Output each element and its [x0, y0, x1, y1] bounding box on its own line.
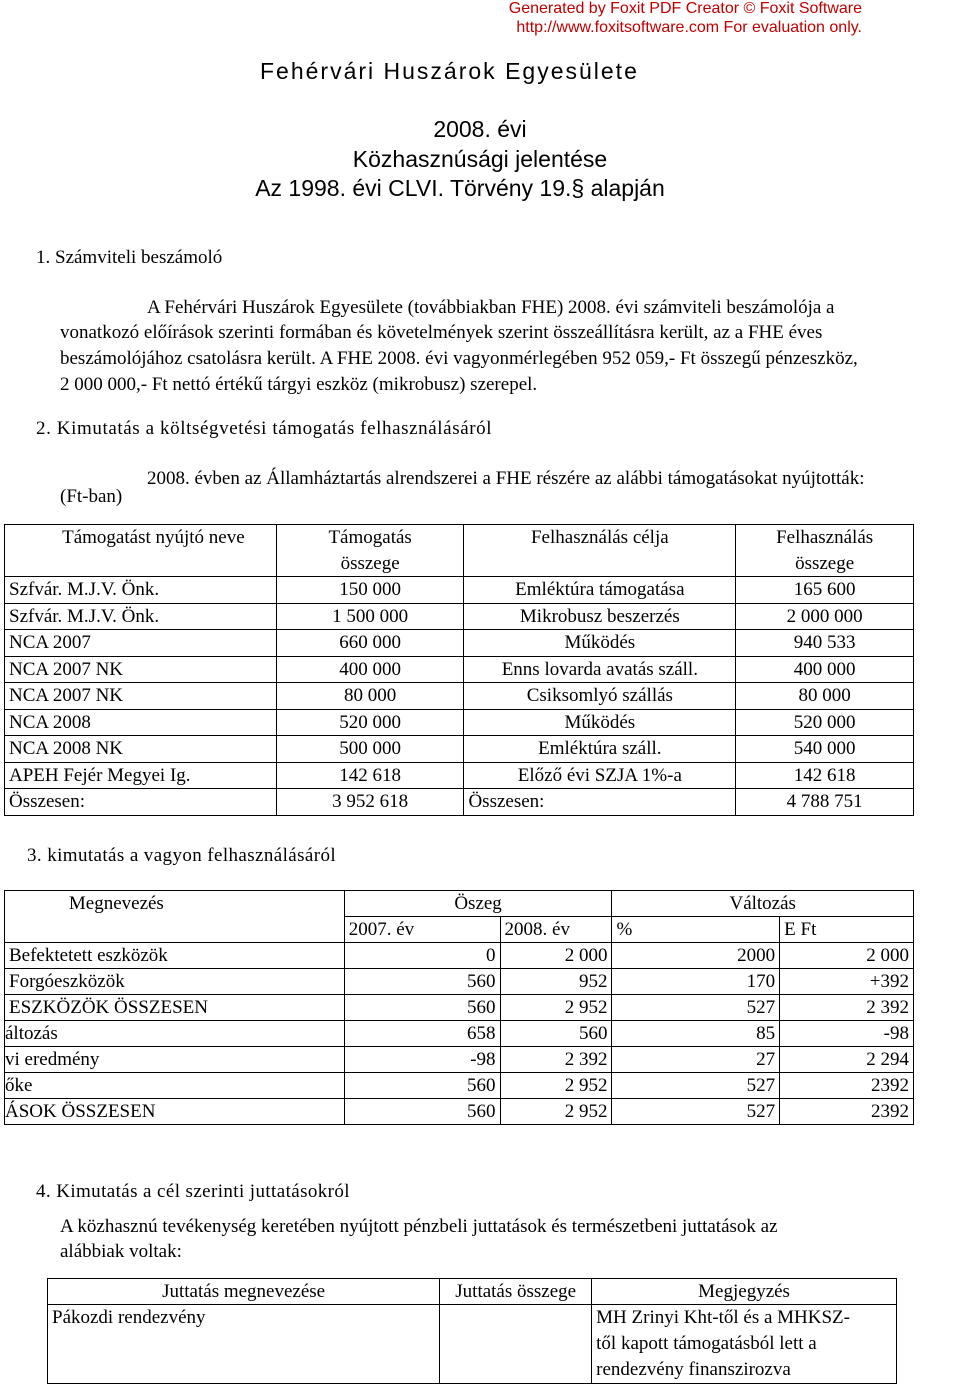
table-row	[5, 1099, 914, 1125]
table-row	[5, 630, 914, 657]
cell: 400 000	[736, 656, 914, 683]
cell: 560	[344, 1099, 500, 1125]
cell: Forgóeszközök	[5, 969, 345, 995]
column-header: összege	[736, 551, 914, 577]
section-3-heading: 3. kimutatás a vagyon felhasználásáról	[27, 845, 337, 866]
table-header-row	[5, 525, 914, 551]
cell: Előző évi SZJA 1%-a	[464, 762, 736, 789]
section-4-heading: 4. Kimutatás a cél szerinti juttatásokról	[36, 1181, 350, 1202]
note-line: től kapott támogatásból lett a	[596, 1333, 817, 1354]
cell: 2 000	[780, 943, 914, 969]
column-header: %	[612, 917, 780, 943]
cell: őke	[5, 1073, 345, 1099]
report-law: Az 1998. évi CLVI. Törvény 19.§ alapján	[255, 175, 665, 201]
section-4-intro: A közhasznú tevékenység keretében nyújtott pénzbeli juttatások és természetbeni juttatások az	[60, 1216, 778, 1237]
cell: NCA 2007 NK	[5, 683, 277, 710]
cell: 2392	[780, 1099, 914, 1125]
cell: 150 000	[276, 577, 464, 604]
cell: NCA 2007	[5, 630, 277, 657]
table-row	[5, 969, 914, 995]
cell: 2 294	[780, 1047, 914, 1073]
table-row	[5, 943, 914, 969]
cell: 520 000	[736, 709, 914, 736]
section-1-line: 2 000 000,- Ft nettó értékű tárgyi eszköz (mikrobusz) szerepel.	[60, 374, 538, 395]
cell: 1 500 000	[276, 603, 464, 630]
section-1-line: A Fehérvári Huszárok Egyesülete (továbbiakban FHE) 2008. évi számviteli beszámolója a	[147, 297, 835, 318]
note-line: rendezvény finanszirozva	[596, 1359, 791, 1380]
cell: 660 000	[276, 630, 464, 657]
cell: áltozás	[5, 1021, 345, 1047]
column-header	[5, 551, 277, 577]
table-row	[5, 683, 914, 710]
cell: 2 952	[500, 995, 612, 1021]
report-title: Közhasznúsági jelentése	[352, 146, 608, 172]
cell: 2392	[780, 1073, 914, 1099]
watermark-line-1: Generated by Foxit PDF Creator © Foxit Software	[508, 0, 862, 17]
cell: NCA 2008	[5, 709, 277, 736]
cell: Összesen:	[5, 789, 277, 816]
cell: 520 000	[276, 709, 464, 736]
table-row	[5, 1021, 914, 1047]
section-2-intro: 2008. évben az Államháztartás alrendszerei a FHE részére az alábbi támogatásokat nyújtották:	[147, 468, 865, 489]
watermark-line-2: http://www.foxitsoftware.com For evaluation only.	[516, 19, 862, 36]
benefits-table	[47, 1278, 897, 1384]
cell: 3 952 618	[276, 789, 464, 816]
cell: 142 618	[736, 762, 914, 789]
cell: 85	[612, 1021, 780, 1047]
cell: 165 600	[736, 577, 914, 604]
column-header: Felhasználás	[736, 525, 914, 551]
cell: 540 000	[736, 736, 914, 763]
cell: 2 952	[500, 1099, 612, 1125]
column-header: Juttatás összege	[440, 1279, 592, 1305]
cell: Működés	[464, 709, 736, 736]
assets-table	[4, 890, 914, 1125]
note-cell	[592, 1305, 897, 1384]
cell: Befektetett eszközök	[5, 943, 345, 969]
column-header: 2007. év	[344, 917, 500, 943]
table-total-row	[5, 789, 914, 816]
section-1-heading: 1. Számviteli beszámoló	[36, 247, 223, 268]
table-row	[5, 603, 914, 630]
cell: -98	[344, 1047, 500, 1073]
cell: 2 952	[500, 1073, 612, 1099]
column-header: Támogatás	[276, 525, 464, 551]
cell: NCA 2007 NK	[5, 656, 277, 683]
column-header: Öszeg	[344, 891, 612, 917]
cell: 560	[344, 995, 500, 1021]
column-header: Juttatás megnevezése	[48, 1279, 440, 1305]
cell: 2 392	[780, 995, 914, 1021]
unit-label: (Ft-ban)	[60, 486, 123, 507]
cell: 560	[344, 1073, 500, 1099]
table-row	[5, 762, 914, 789]
cell: 500 000	[276, 736, 464, 763]
cell: 170	[612, 969, 780, 995]
cell: 80 000	[736, 683, 914, 710]
cell: Pákozdi rendezvény	[48, 1305, 440, 1384]
cell: 560	[344, 969, 500, 995]
cell: 2 392	[500, 1047, 612, 1073]
cell: Mikrobusz beszerzés	[464, 603, 736, 630]
cell	[440, 1305, 592, 1384]
table-row	[5, 709, 914, 736]
cell: NCA 2008 NK	[5, 736, 277, 763]
cell: 952	[500, 969, 612, 995]
cell: +392	[780, 969, 914, 995]
empty-cell	[5, 917, 345, 943]
column-header: összege	[276, 551, 464, 577]
cell: 400 000	[276, 656, 464, 683]
table-row	[48, 1305, 897, 1384]
cell: Emléktúra száll.	[464, 736, 736, 763]
column-header: Felhasználás célja	[464, 525, 736, 551]
org-title: Fehérvári Huszárok Egyesülete	[260, 58, 639, 84]
cell: Emléktúra támogatása	[464, 577, 736, 604]
cell: 27	[612, 1047, 780, 1073]
table-row	[5, 577, 914, 604]
cell: 940 533	[736, 630, 914, 657]
column-header	[464, 551, 736, 577]
cell: 4 788 751	[736, 789, 914, 816]
table-row	[5, 1047, 914, 1073]
cell: 560	[500, 1021, 612, 1047]
cell: Enns lovarda avatás száll.	[464, 656, 736, 683]
column-header: Változás	[612, 891, 914, 917]
table-row	[5, 736, 914, 763]
column-header: E Ft	[780, 917, 914, 943]
table-header-row	[5, 891, 914, 917]
cell: 2000	[612, 943, 780, 969]
table-row	[5, 995, 914, 1021]
column-header: Támogatást nyújtó neve	[5, 525, 277, 551]
cell: Csiksomlyó szállás	[464, 683, 736, 710]
column-header: Megjegyzés	[592, 1279, 897, 1305]
cell: 527	[612, 995, 780, 1021]
cell: 2 000 000	[736, 603, 914, 630]
cell: APEH Fejér Megyei Ig.	[5, 762, 277, 789]
cell: Működés	[464, 630, 736, 657]
column-header: 2008. év	[500, 917, 612, 943]
note-line: MH Zrinyi Kht-től és a MHKSZ-	[596, 1307, 850, 1328]
section-2-heading: 2. Kimutatás a költségvetési támogatás felhasználásáról	[36, 418, 493, 439]
cell: Szfvár. M.J.V. Önk.	[5, 577, 277, 604]
table-header-row	[5, 917, 914, 943]
table-header-row	[5, 551, 914, 577]
support-table	[4, 524, 914, 816]
table-header-row	[48, 1279, 897, 1305]
cell: ESZKÖZÖK ÖSSZESEN	[5, 995, 345, 1021]
report-year: 2008. évi	[433, 116, 527, 142]
cell: 142 618	[276, 762, 464, 789]
section-1-line: vonatkozó előírások szerinti formában és követelmények szerint összeállításra került, az a FHE éves	[60, 322, 823, 343]
table-row	[5, 656, 914, 683]
cell: Összesen:	[464, 789, 736, 816]
cell: 658	[344, 1021, 500, 1047]
cell: 80 000	[276, 683, 464, 710]
column-header: Megnevezés	[5, 891, 345, 917]
cell: -98	[780, 1021, 914, 1047]
cell: ÁSOK ÖSSZESEN	[5, 1099, 345, 1125]
cell: 527	[612, 1099, 780, 1125]
cell: 0	[344, 943, 500, 969]
cell: vi eredmény	[5, 1047, 345, 1073]
section-4-intro: alábbiak voltak:	[60, 1241, 182, 1262]
section-1-line: beszámolójához csatolásra került. A FHE 2008. évi vagyonmérlegében 952 059,- Ft összegű pénzeszköz,	[60, 348, 858, 369]
cell: Szfvár. M.J.V. Önk.	[5, 603, 277, 630]
table-row	[5, 1073, 914, 1099]
cell: 2 000	[500, 943, 612, 969]
cell: 527	[612, 1073, 780, 1099]
